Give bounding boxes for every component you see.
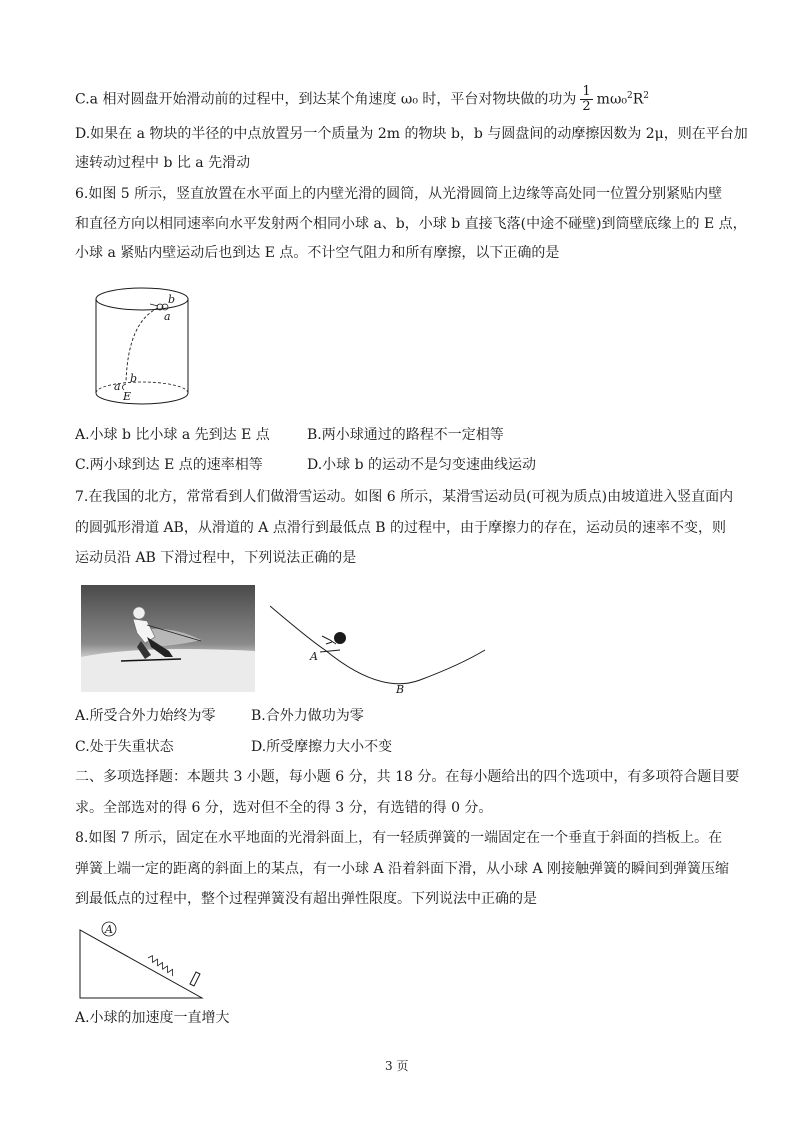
fig5-label-e: E — [123, 390, 132, 403]
skier-photo — [81, 585, 255, 692]
fig5-label-a-top: a — [164, 310, 171, 323]
figure-6-track — [270, 600, 495, 700]
q6-stem-line2: 和直径方向以相同速率向水平发射两个相同小球 a、b，小球 b 直接飞落(中途不碰壁)到筒壁底缘上的 E 点， — [75, 216, 747, 232]
q8-stem-line3: 到最低点的过程中，整个过程弹簧没有超出弹性限度。下列说法中正确的是 — [75, 891, 537, 907]
q5-option-c-text: C.a 相对圆盘开始滑动前的过程中，到达某个角速度 ω₀ 时，平台对物块做的功为 — [75, 91, 577, 108]
section-2-line1: 二、多项选择题：本题共 3 小题，每小题 6 分，共 18 分。在每小题给出的四个选项中，有多项符合题目要 — [75, 769, 740, 785]
q6-stem-line3: 小球 a 紧贴内壁运动后也到达 E 点。不计空气阻力和所有摩擦，以下正确的是 — [75, 245, 560, 261]
q7-option-d: D.所受摩擦力大小不变 — [251, 739, 393, 755]
q7-option-a: A.所受合外力始终为零 — [75, 708, 216, 724]
fig7-label-a: A — [105, 923, 113, 936]
fig6-label-a: A — [310, 650, 318, 663]
q7-option-b: B.合外力做功为零 — [251, 708, 364, 724]
q8-option-a: A.小球的加速度一直增大 — [75, 1010, 230, 1026]
q8-stem-line1: 8.如图 7 所示，固定在水平地面的光滑斜面上，有一轻质弹簧的一端固定在一个垂直于斜面的挡板上。在 — [75, 830, 723, 846]
q5-option-d-line1: D.如果在 a 物块的半径的中点放置另一个质量为 2m 的物块 b，b 与圆盘间的动摩擦因数为 2μ，则在平台加 — [75, 126, 748, 142]
fig5-label-b-bottom: b — [130, 372, 138, 385]
q6-option-c: C.两小球到达 E 点的速率相等 — [75, 457, 263, 473]
fraction-one-half: $\frac{1}{2}$ — [582, 84, 591, 114]
section-2-line2: 求。全部选对的得 6 分，选对但不全的得 3 分，有选错的得 0 分。 — [75, 800, 493, 816]
fig5-label-b-top: b — [168, 293, 176, 306]
q7-option-c: C.处于失重状态 — [75, 739, 174, 755]
q5-option-c: C.a 相对圆盘开始滑动前的过程中，到达某个角速度 ω₀ 时，平台对物块做的功为 $\frac{1}{2}$ $m\omega_0^2R^2$ — [75, 84, 649, 114]
q8-stem-line2: 弹簧上端一定的距离的斜面上的某点，有一小球 A 沿着斜面下滑，从小球 A 刚接触弹簧的瞬间到弹簧压缩 — [75, 861, 730, 877]
fig6-label-b: B — [396, 683, 405, 696]
fig5-label-a-bottom: a — [114, 380, 121, 393]
q6-option-b: B.两小球通过的路程不一定相等 — [307, 427, 504, 443]
q7-stem-line1: 7.在我国的北方，常常看到人们做滑雪运动。如图 6 所示，某滑雪运动员(可视为质点)由坡道进入竖直面内 — [75, 489, 734, 505]
q7-stem-line3: 运动员沿 AB 下滑过程中，下列说法正确的是 — [75, 550, 357, 566]
figure-5-cylinder — [88, 282, 198, 412]
q5-option-d-line2: 速转动过程中 b 比 a 先滑动 — [75, 155, 251, 171]
q6-option-a: A.小球 b 比小球 a 先到达 E 点 — [75, 427, 270, 443]
q7-stem-line2: 的圆弧形滑道 AB，从滑道的 A 点滑行到最低点 B 的过程中，由于摩擦力的存在，运动员的速率不变，则 — [75, 520, 727, 536]
q6-option-d: D.小球 b 的运动不是匀变速曲线运动 — [307, 457, 537, 473]
q6-stem-line1: 6.如图 5 所示，竖直放置在水平面上的内壁光滑的圆筒，从光滑圆筒上边缘等高处同一位置分别紧贴内壁 — [75, 186, 723, 202]
page-number: 3 页 — [385, 1059, 409, 1073]
figure-7-incline — [78, 920, 208, 1002]
